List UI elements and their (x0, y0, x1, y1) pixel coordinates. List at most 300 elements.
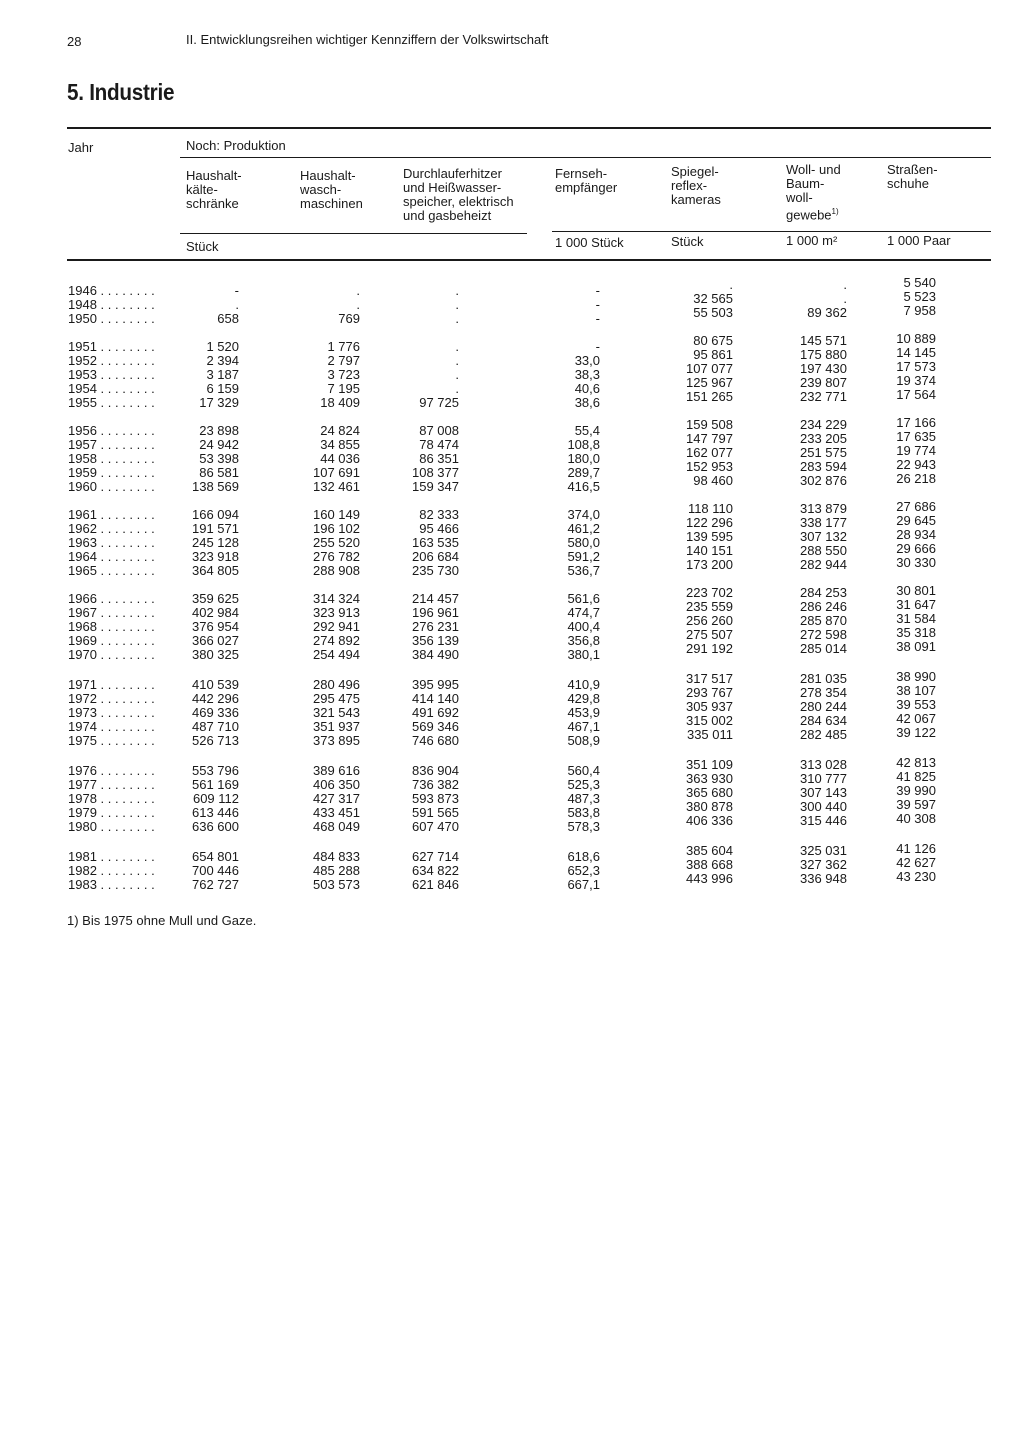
value-cell: 491 692 (412, 705, 459, 720)
value-cell: 82 333 (419, 507, 459, 522)
table-row (0, 669, 1024, 692)
value-cell: 23 898 (199, 423, 239, 438)
value-cell: 40,6 (574, 381, 600, 396)
year-cell: 1978 . . . . . . . . (68, 791, 155, 806)
value-cell: . (455, 367, 459, 382)
value-cell: 323 913 (313, 605, 360, 620)
value-cell: . (235, 297, 239, 312)
value-cell: 321 543 (313, 705, 360, 720)
year-cell: 1960 . . . . . . . . (68, 479, 155, 494)
value-cell: 166 094 (192, 507, 239, 522)
value-cell: 295 475 (313, 691, 360, 706)
value-cell: 736 382 (412, 777, 459, 792)
value-cell: . (455, 297, 459, 312)
value-cell: 366 027 (192, 633, 239, 648)
value-cell: 274 892 (313, 633, 360, 648)
unit-1000-paar: 1 000 Paar (887, 233, 951, 248)
year-cell: 1954 . . . . . . . . (68, 381, 155, 396)
table-row (0, 415, 1024, 438)
value-cell: 385 604 (686, 843, 733, 858)
value-cell: 145 571 (800, 333, 847, 348)
year-cell: 1953 . . . . . . . . (68, 367, 155, 382)
value-cell: 613 446 (192, 805, 239, 820)
value-cell: 293 767 (686, 685, 733, 700)
value-cell: 443 996 (686, 871, 733, 886)
value-cell: 151 265 (686, 389, 733, 404)
value-cell: 38 107 (896, 683, 936, 698)
value-cell: 406 336 (686, 813, 733, 828)
value-cell: 3 723 (327, 367, 360, 382)
value-cell: 42 813 (896, 755, 936, 770)
value-cell: 86 581 (199, 465, 239, 480)
value-cell: 508,9 (567, 733, 600, 748)
unit-stueck: Stück (186, 239, 219, 254)
value-cell: . (455, 339, 459, 354)
year-cell: 1977 . . . . . . . . (68, 777, 155, 792)
year-cell: 1962 . . . . . . . . (68, 521, 155, 536)
value-cell: 89 362 (807, 305, 847, 320)
unit-stueck-kameras: Stück (671, 234, 704, 249)
value-cell: 315 002 (686, 713, 733, 728)
value-cell: . (843, 277, 847, 292)
value-cell: 107 077 (686, 361, 733, 376)
value-cell: 305 937 (686, 699, 733, 714)
value-cell: 275 507 (686, 627, 733, 642)
value-cell: 282 485 (800, 727, 847, 742)
col-header-spiegelreflexkameras: Spiegel- reflex- kameras (671, 164, 721, 207)
value-cell: 580,0 (567, 535, 600, 550)
year-cell: 1971 . . . . . . . . (68, 677, 155, 692)
col-header-kuehlschraenke: Haushalt- kälte- schränke (186, 168, 242, 211)
value-cell: 22 943 (896, 457, 936, 472)
value-cell: 17 635 (896, 429, 936, 444)
value-cell: 286 246 (800, 599, 847, 614)
value-cell: 289,7 (567, 465, 600, 480)
year-cell: 1976 . . . . . . . . (68, 763, 155, 778)
value-cell: 746 680 (412, 733, 459, 748)
group-label: Noch: Produktion (186, 138, 286, 153)
value-cell: 302 876 (800, 473, 847, 488)
value-cell: 338 177 (800, 515, 847, 530)
value-cell: 19 374 (896, 373, 936, 388)
col-header-fernsehempfaenger: Fernseh- empfänger (555, 166, 618, 195)
value-cell: 223 702 (686, 585, 733, 600)
value-cell: 191 571 (192, 521, 239, 536)
year-cell: 1975 . . . . . . . . (68, 733, 155, 748)
year-cell: 1951 . . . . . . . . (68, 339, 155, 354)
value-cell: 307 132 (800, 529, 847, 544)
value-cell: 525,3 (567, 777, 600, 792)
year-cell: 1968 . . . . . . . . (68, 619, 155, 634)
value-cell: 108 377 (412, 465, 459, 480)
value-cell: 281 035 (800, 671, 847, 686)
value-cell: 86 351 (419, 451, 459, 466)
value-cell: 118 110 (687, 501, 733, 516)
year-cell: 1961 . . . . . . . . (68, 507, 155, 522)
value-cell: 197 430 (800, 361, 847, 376)
value-cell: 560,4 (567, 763, 600, 778)
year-cell: 1974 . . . . . . . . (68, 719, 155, 734)
page-number: 28 (67, 34, 82, 49)
year-cell: 1982 . . . . . . . . (68, 863, 155, 878)
value-cell: 10 889 (896, 331, 936, 346)
running-header: II. Entwicklungsreihen wichtiger Kennziffern der Volkswirtschaft (186, 32, 549, 47)
value-cell: 206 684 (412, 549, 459, 564)
value-cell: 285 014 (800, 641, 847, 656)
value-cell: 38 091 (896, 639, 936, 654)
value-cell: 654 801 (192, 849, 239, 864)
value-cell: 107 691 (313, 465, 360, 480)
value-cell: 17 573 (896, 359, 936, 374)
value-cell: 31 647 (896, 597, 936, 612)
value-cell: 98 460 (693, 473, 733, 488)
value-cell: 317 517 (686, 671, 733, 686)
year-cell: 1966 . . . . . . . . (68, 591, 155, 606)
value-cell: 503 573 (313, 877, 360, 892)
value-cell: 414 140 (412, 691, 459, 706)
value-cell: 132 461 (313, 479, 360, 494)
value-cell: 467,1 (567, 719, 600, 734)
year-cell: 1950 . . . . . . . . (68, 311, 155, 326)
value-cell: 769 (338, 311, 360, 326)
value-cell: 442 296 (192, 691, 239, 706)
value-cell: . (729, 277, 733, 292)
value-cell: 700 446 (192, 863, 239, 878)
value-cell: 159 347 (412, 479, 459, 494)
value-cell: 410,9 (567, 677, 600, 692)
value-cell: . (455, 311, 459, 326)
value-cell: 283 594 (800, 459, 847, 474)
table-row (0, 583, 1024, 606)
value-cell: - (595, 297, 600, 312)
value-cell: 406 350 (313, 777, 360, 792)
table-top-rule (67, 127, 991, 129)
value-cell: 160 149 (313, 507, 360, 522)
value-cell: 280 244 (800, 699, 847, 714)
year-cell: 1946 . . . . . . . . (68, 283, 155, 298)
value-cell: 97 725 (419, 395, 459, 410)
value-cell: - (234, 283, 239, 298)
group-rule (180, 157, 991, 158)
value-cell: 28 934 (896, 527, 936, 542)
value-cell: 32 565 (693, 291, 733, 306)
value-cell: 282 944 (800, 557, 847, 572)
value-cell: 251 575 (800, 445, 847, 460)
value-cell: 34 855 (320, 437, 360, 452)
value-cell: 214 457 (412, 591, 459, 606)
value-cell: 276 231 (412, 619, 459, 634)
value-cell: 138 569 (192, 479, 239, 494)
value-cell: 285 870 (800, 613, 847, 628)
value-cell: 658 (217, 311, 239, 326)
value-cell: 6 159 (206, 381, 239, 396)
year-cell: 1969 . . . . . . . . (68, 633, 155, 648)
col-header-strassenschuhe: Straßen- schuhe (887, 162, 938, 191)
value-cell: 17 329 (199, 395, 239, 410)
value-cell: 429,8 (567, 691, 600, 706)
value-cell: 384 490 (412, 647, 459, 662)
value-cell: 561,6 (567, 591, 600, 606)
value-cell: 578,3 (567, 819, 600, 834)
value-cell: 461,2 (567, 521, 600, 536)
value-cell: 254 494 (313, 647, 360, 662)
value-cell: 40 308 (896, 811, 936, 826)
value-cell: 363 930 (686, 771, 733, 786)
value-cell: 14 145 (896, 345, 936, 360)
year-cell: 1964 . . . . . . . . (68, 549, 155, 564)
value-cell: 389 616 (313, 763, 360, 778)
value-cell: 402 984 (192, 605, 239, 620)
value-cell: 380 878 (686, 799, 733, 814)
value-cell: 433 451 (313, 805, 360, 820)
value-cell: 365 680 (686, 785, 733, 800)
value-cell: 39 122 (896, 725, 936, 740)
value-cell: 280 496 (313, 677, 360, 692)
value-cell: 591,2 (567, 549, 600, 564)
value-cell: 1 520 (206, 339, 239, 354)
value-cell: 395 995 (412, 677, 459, 692)
year-cell: 1952 . . . . . . . . (68, 353, 155, 368)
value-cell: 239 807 (800, 375, 847, 390)
value-cell: 351 937 (313, 719, 360, 734)
value-cell: 634 822 (412, 863, 459, 878)
value-cell: 78 474 (419, 437, 459, 452)
value-cell: 569 346 (412, 719, 459, 734)
value-cell: 2 797 (327, 353, 360, 368)
value-cell: 374,0 (567, 507, 600, 522)
value-cell: . (843, 291, 847, 306)
value-cell: 139 595 (686, 529, 733, 544)
value-cell: 609 112 (192, 791, 239, 806)
value-cell: 232 771 (800, 389, 847, 404)
value-cell: 356,8 (567, 633, 600, 648)
value-cell: 80 675 (693, 333, 733, 348)
year-cell: 1959 . . . . . . . . (68, 465, 155, 480)
col-header-durchlauferhitzer: Durchlauferhitzer und Heißwasser- speicher, elektrisch und gasbeheizt (403, 166, 514, 223)
value-cell: . (356, 283, 360, 298)
value-cell: 593 873 (412, 791, 459, 806)
value-cell: 474,7 (567, 605, 600, 620)
value-cell: 196 102 (313, 521, 360, 536)
value-cell: 173 200 (686, 557, 733, 572)
value-cell: 536,7 (567, 563, 600, 578)
value-cell: 17 166 (896, 415, 936, 430)
value-cell: 652,3 (567, 863, 600, 878)
value-cell: 468 049 (313, 819, 360, 834)
value-cell: 469 336 (192, 705, 239, 720)
year-cell: 1957 . . . . . . . . (68, 437, 155, 452)
year-cell: 1956 . . . . . . . . (68, 423, 155, 438)
value-cell: . (356, 297, 360, 312)
unit-1000-m2: 1 000 m² (786, 233, 838, 248)
value-cell: 453,9 (567, 705, 600, 720)
value-cell: 325 031 (800, 843, 847, 858)
value-cell: 288 908 (313, 563, 360, 578)
value-cell: 42 627 (896, 855, 936, 870)
value-cell: 400,4 (567, 619, 600, 634)
value-cell: 180,0 (567, 451, 600, 466)
value-cell: 44 036 (320, 451, 360, 466)
value-cell: 31 584 (896, 611, 936, 626)
value-cell: 140 151 (686, 543, 733, 558)
year-cell: 1963 . . . . . . . . (68, 535, 155, 550)
col-header-waschmaschinen: Haushalt- wasch- maschinen (300, 168, 363, 211)
year-cell: 1970 . . . . . . . . (68, 647, 155, 662)
table-row (0, 275, 1024, 298)
value-cell: 235 559 (686, 599, 733, 614)
value-cell: 233 205 (800, 431, 847, 446)
value-cell: 147 797 (686, 431, 733, 446)
value-cell: 627 714 (412, 849, 459, 864)
value-cell: 24 824 (320, 423, 360, 438)
col-header-gewebe: Woll- und Baum- woll- gewebe$^{1)}$ (786, 162, 841, 223)
value-cell: 235 730 (412, 563, 459, 578)
footnote: 1) Bis 1975 ohne Mull und Gaze. (67, 913, 257, 928)
value-cell: 276 782 (313, 549, 360, 564)
value-cell: 291 192 (686, 641, 733, 656)
value-cell: 1 776 (327, 339, 360, 354)
value-cell: 38,3 (574, 367, 600, 382)
value-cell: 313 879 (800, 501, 847, 516)
value-cell: 284 634 (800, 713, 847, 728)
value-cell: 487 710 (192, 719, 239, 734)
year-column-label: Jahr (68, 140, 94, 155)
unit-rule-2 (552, 231, 991, 232)
value-cell: 284 253 (800, 585, 847, 600)
value-cell: 55 503 (693, 305, 733, 320)
value-cell: 38,6 (574, 395, 600, 410)
value-cell: 410 539 (192, 677, 239, 692)
value-cell: 29 645 (896, 513, 936, 528)
value-cell: . (455, 283, 459, 298)
unit-1000-stueck: 1 000 Stück (555, 235, 624, 250)
value-cell: 288 550 (800, 543, 847, 558)
value-cell: 607 470 (412, 819, 459, 834)
table-row (0, 841, 1024, 864)
value-cell: 336 948 (800, 871, 847, 886)
value-cell: 39 597 (896, 797, 936, 812)
value-cell: . (455, 353, 459, 368)
value-cell: 373 895 (313, 733, 360, 748)
value-cell: 335 011 (686, 727, 733, 742)
value-cell: 35 318 (896, 625, 936, 640)
unit-rule-1 (180, 233, 527, 234)
value-cell: 388 668 (686, 857, 733, 872)
value-cell: 95 466 (419, 521, 459, 536)
value-cell: 485 288 (313, 863, 360, 878)
value-cell: 95 861 (693, 347, 733, 362)
year-cell: 1948 . . . . . . . . (68, 297, 155, 312)
year-cell: 1972 . . . . . . . . (68, 691, 155, 706)
value-cell: 17 564 (896, 387, 936, 402)
value-cell: 356 139 (412, 633, 459, 648)
value-cell: - (595, 339, 600, 354)
value-cell: 41 126 (896, 841, 936, 856)
section-title: 5. Industrie (67, 79, 175, 105)
value-cell: 487,3 (567, 791, 600, 806)
table-row (0, 331, 1024, 354)
value-cell: 300 440 (800, 799, 847, 814)
footnote-mark: 1) (831, 207, 839, 216)
value-cell: 87 008 (419, 423, 459, 438)
value-cell: 315 446 (800, 813, 847, 828)
value-cell: 380,1 (567, 647, 600, 662)
value-cell: 310 777 (800, 771, 847, 786)
value-cell: 30 330 (896, 555, 936, 570)
value-cell: 125 967 (686, 375, 733, 390)
year-cell: 1967 . . . . . . . . (68, 605, 155, 620)
value-cell: 836 904 (412, 763, 459, 778)
value-cell: 380 325 (192, 647, 239, 662)
value-cell: 3 187 (206, 367, 239, 382)
value-cell: 41 825 (896, 769, 936, 784)
year-cell: 1979 . . . . . . . . (68, 805, 155, 820)
value-cell: 27 686 (896, 499, 936, 514)
value-cell: 29 666 (896, 541, 936, 556)
value-cell: 359 625 (192, 591, 239, 606)
value-cell: 108,8 (567, 437, 600, 452)
value-cell: 255 520 (313, 535, 360, 550)
value-cell: 314 324 (313, 591, 360, 606)
year-cell: 1973 . . . . . . . . (68, 705, 155, 720)
value-cell: 2 394 (206, 353, 239, 368)
value-cell: 30 801 (896, 583, 936, 598)
value-cell: 5 523 (903, 289, 936, 304)
year-cell: 1955 . . . . . . . . (68, 395, 155, 410)
value-cell: 18 409 (320, 395, 360, 410)
value-cell: 667,1 (567, 877, 600, 892)
year-cell: 1965 . . . . . . . . (68, 563, 155, 578)
value-cell: - (595, 311, 600, 326)
value-cell: 162 077 (686, 445, 733, 460)
value-cell: 272 598 (800, 627, 847, 642)
value-cell: 245 128 (192, 535, 239, 550)
value-cell: 175 880 (800, 347, 847, 362)
table-row (0, 499, 1024, 522)
value-cell: 55,4 (574, 423, 600, 438)
year-cell: 1980 . . . . . . . . (68, 819, 155, 834)
value-cell: 42 067 (896, 711, 936, 726)
value-cell: 256 260 (686, 613, 733, 628)
value-cell: 196 961 (412, 605, 459, 620)
value-cell: 427 317 (313, 791, 360, 806)
value-cell: 122 296 (686, 515, 733, 530)
value-cell: 561 169 (192, 777, 239, 792)
value-cell: . (455, 381, 459, 396)
value-cell: 19 774 (896, 443, 936, 458)
value-cell: 43 230 (896, 869, 936, 884)
value-cell: 39 990 (896, 783, 936, 798)
value-cell: 152 953 (686, 459, 733, 474)
value-cell: 553 796 (192, 763, 239, 778)
value-cell: 7 958 (903, 303, 936, 318)
value-cell: 364 805 (192, 563, 239, 578)
value-cell: 591 565 (412, 805, 459, 820)
value-cell: 39 553 (896, 697, 936, 712)
value-cell: 416,5 (567, 479, 600, 494)
value-cell: 33,0 (574, 353, 600, 368)
value-cell: 636 600 (192, 819, 239, 834)
value-cell: 313 028 (800, 757, 847, 772)
table-row (0, 755, 1024, 778)
value-cell: 159 508 (686, 417, 733, 432)
value-cell: - (595, 283, 600, 298)
value-cell: 762 727 (192, 877, 239, 892)
value-cell: 484 833 (313, 849, 360, 864)
value-cell: 5 540 (903, 275, 936, 290)
value-cell: 323 918 (192, 549, 239, 564)
year-cell: 1983 . . . . . . . . (68, 877, 155, 892)
